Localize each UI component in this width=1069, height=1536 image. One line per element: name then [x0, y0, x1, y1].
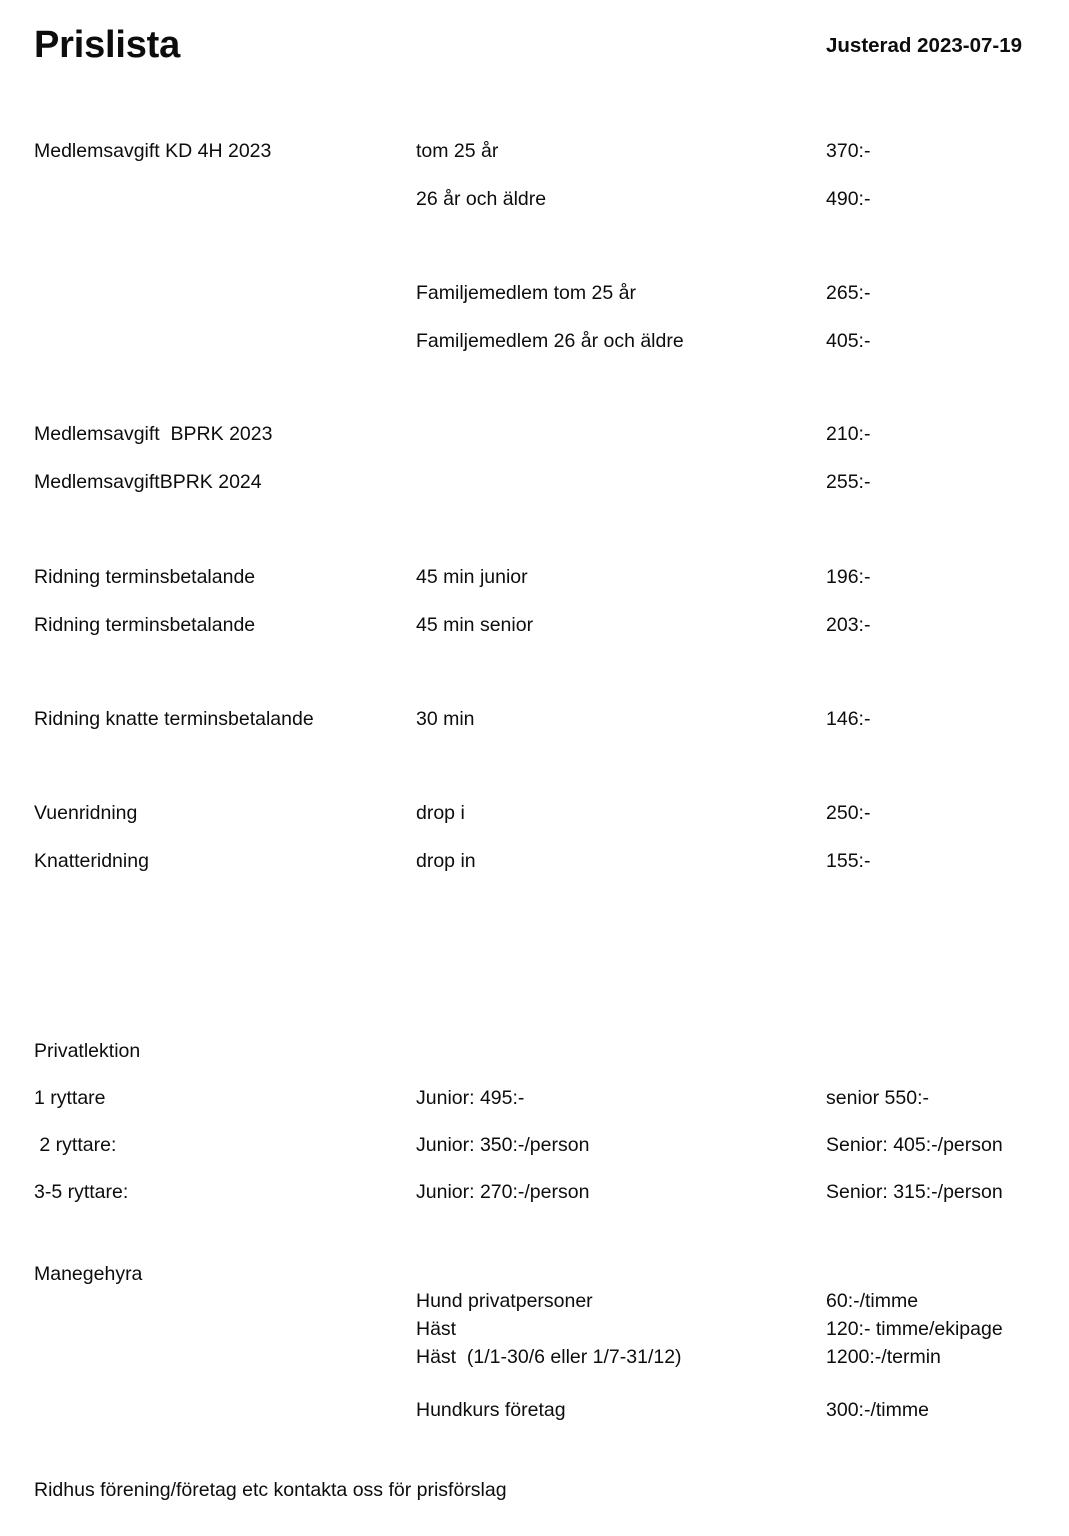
- table-cell-1: Medlemsavgift KD 4H 2023: [34, 140, 272, 162]
- table-cell-3: 60:-/timme: [826, 1290, 919, 1312]
- table-cell-3: 255:-: [826, 471, 871, 493]
- table-cell-3: 1200:-/termin: [826, 1346, 941, 1368]
- table-cell-2: 30 min: [416, 708, 475, 730]
- table-cell-2: Junior: 495:-: [416, 1087, 525, 1109]
- table-row: [0, 562, 1069, 592]
- table-row: [0, 798, 1069, 828]
- table-cell-2: 45 min junior: [416, 566, 528, 588]
- table-cell-1: 2 ryttare:: [34, 1134, 117, 1156]
- table-row: [0, 1177, 1069, 1207]
- table-row: [0, 704, 1069, 734]
- table-cell-1: Knatteridning: [34, 850, 149, 872]
- table-row: [0, 1036, 1069, 1066]
- table-cell-2: Familjemedlem tom 25 år: [416, 282, 636, 304]
- table-cell-3: 155:-: [826, 850, 871, 872]
- table-cell-2: drop in: [416, 850, 476, 872]
- table-cell-1: Ridning terminsbetalande: [34, 566, 256, 588]
- table-cell-2: Hundkurs företag: [416, 1399, 566, 1421]
- table-cell-2: Junior: 350:-/person: [416, 1134, 590, 1156]
- table-cell-3: senior 550:-: [826, 1087, 929, 1109]
- table-row: [0, 610, 1069, 640]
- table-cell-2: tom 25 år: [416, 140, 499, 162]
- table-cell-2: 45 min senior: [416, 614, 534, 636]
- table-cell-1: Privatlektion: [34, 1040, 141, 1062]
- table-row: [0, 846, 1069, 876]
- table-row: [0, 1342, 1069, 1372]
- table-cell-1: Ridning terminsbetalande: [34, 614, 256, 636]
- table-cell-2: Hund privatpersoner: [416, 1290, 593, 1312]
- table-cell-3: 250:-: [826, 802, 871, 824]
- table-row: [0, 184, 1069, 214]
- page-title: Prislista: [34, 24, 181, 66]
- table-cell-2: Familjemedlem 26 år och äldre: [416, 330, 684, 352]
- table-cell-2: drop i: [416, 802, 465, 824]
- table-cell-1: Medlemsavgift BPRK 2023: [34, 423, 273, 445]
- table-row: [0, 1395, 1069, 1425]
- table-cell-1: Ridning knatte terminsbetalande: [34, 708, 314, 730]
- table-cell-3: 405:-: [826, 330, 871, 352]
- table-row: [0, 1130, 1069, 1160]
- table-cell-1: Manegehyra: [34, 1263, 143, 1285]
- table-cell-3: 490:-: [826, 188, 871, 210]
- table-row: [0, 1286, 1069, 1316]
- table-row: [0, 136, 1069, 166]
- table-cell-2: 26 år och äldre: [416, 188, 547, 210]
- table-cell-3: 146:-: [826, 708, 871, 730]
- table-cell-3: 203:-: [826, 614, 871, 636]
- table-cell-1: 3-5 ryttare:: [34, 1181, 129, 1203]
- table-row: [0, 326, 1069, 356]
- table-row: [0, 419, 1069, 449]
- table-cell-3: Senior: 405:-/person: [826, 1134, 1003, 1156]
- table-row: [0, 1314, 1069, 1344]
- revision-date: Justerad 2023-07-19: [826, 34, 1023, 57]
- table-row: [0, 1083, 1069, 1113]
- table-cell-1: Vuenridning: [34, 802, 138, 824]
- table-cell-3: 300:-/timme: [826, 1399, 929, 1421]
- table-cell-3: Senior: 315:-/person: [826, 1181, 1003, 1203]
- table-cell-2: Häst (1/1-30/6 eller 1/7-31/12): [416, 1346, 682, 1368]
- table-cell-3: 120:- timme/ekipage: [826, 1318, 1003, 1340]
- table-cell-3: 196:-: [826, 566, 871, 588]
- table-cell-1: MedlemsavgiftBPRK 2024: [34, 471, 262, 493]
- table-cell-3: 210:-: [826, 423, 871, 445]
- document-header: [34, 22, 1029, 70]
- table-cell-1: 1 ryttare: [34, 1087, 106, 1109]
- table-row: [0, 1475, 1069, 1505]
- table-row: [0, 467, 1069, 497]
- table-cell-3: 265:-: [826, 282, 871, 304]
- table-row: [0, 1259, 1069, 1289]
- table-cell-2: Junior: 270:-/person: [416, 1181, 590, 1203]
- table-cell-2: Häst: [416, 1318, 457, 1340]
- table-cell-3: 370:-: [826, 140, 871, 162]
- table-cell-1: Ridhus förening/företag etc kontakta oss för prisförslag: [34, 1479, 507, 1501]
- table-row: [0, 278, 1069, 308]
